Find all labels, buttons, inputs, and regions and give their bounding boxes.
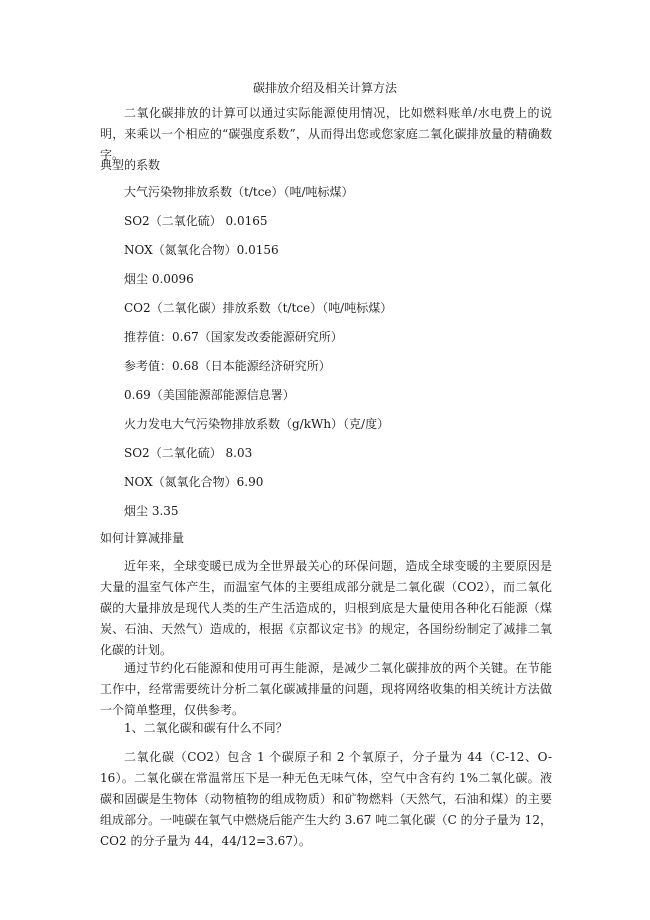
body-paragraph-2: 通过节约化石能源和使用可再生能源，是减少二氧化碳排放的两个关键。在节能工作中，经常需要统计分析二氧化碳减排量的问题，现将网络收集的相关统计方法做一个简单整理，仅供参考。 xyxy=(100,661,552,717)
coefficient-line: 火力发电大气污染物排放系数（g/kWh）（克/度） xyxy=(124,417,390,431)
coefficient-line: 0.69（美国能源部能源信息署） xyxy=(124,388,295,402)
coefficient-line: NOX（氮氧化合物）6.90 xyxy=(124,475,264,489)
question-heading-1: 1、二氧化碳和碳有什么不同？ xyxy=(124,721,288,735)
coefficient-line: CO2（二氧化碳）排放系数（t/tce）（吨/吨标煤） xyxy=(124,301,393,315)
coefficient-line: 大气污染物排放系数（t/tce）（吨/吨标煤） xyxy=(124,185,354,199)
intro-paragraph: 二氧化碳排放的计算可以通过实际能源使用情况，比如燃料账单/水电费上的说明，来乘以一个相应的“碳强度系数”，从而得出您或您家庭二氧化碳排放量的精确数字。 xyxy=(100,106,552,162)
coefficient-line: 烟尘 3.35 xyxy=(124,504,179,518)
document-title: 碳排放介绍及相关计算方法 xyxy=(252,81,397,95)
coefficient-line: SO2（二氧化硫） 0.0165 xyxy=(124,214,268,228)
coefficient-line: SO2（二氧化硫） 8.03 xyxy=(124,446,253,460)
coefficient-line: 参考值：0.68（日本能源经济研究所） xyxy=(124,359,331,373)
coefficient-line: 推荐值：0.67（国家发改委能源研究所） xyxy=(124,330,343,344)
section-heading-typical-coefficients: 典型的系数 xyxy=(100,158,161,172)
body-paragraph-3: 二氧化碳（CO2）包含 1 个碳原子和 2 个氧原子，分子量为 44（C-12、O-16）。二氧化碳在常温常压下是一种无色无味气体，空气中含有约 1%二氧化碳。液碳和固碳是生物体（动物植物的组成物质）和矿物燃料（天然气，石油和煤）的主要组成部分。一吨碳在氧气中燃烧后能产生大约 3.67 吨二氧化碳（C 的分子量为 12，CO2 的分子量为 44，44/12=3.67）。 xyxy=(100,750,552,848)
coefficient-line: NOX（氮氧化合物）0.0156 xyxy=(124,243,279,257)
coefficient-line: 烟尘 0.0096 xyxy=(124,272,194,286)
section-heading-calc-reduction: 如何计算减排量 xyxy=(100,531,185,545)
body-paragraph-1: 近年来，全球变暖已成为全世界最关心的环保问题，造成全球变暖的主要原因是大量的温室气体产生，而温室气体的主要组成部分就是二氧化碳（CO2），而二氧化碳的大量排放是现代人类的生产生活造成的，归根到底是大量使用各种化石能源（煤炭、石油、天然气）造成的，根据《京都议定书》的规定，各国纷纷制定了减排二氧化碳的计划。 xyxy=(100,559,552,657)
